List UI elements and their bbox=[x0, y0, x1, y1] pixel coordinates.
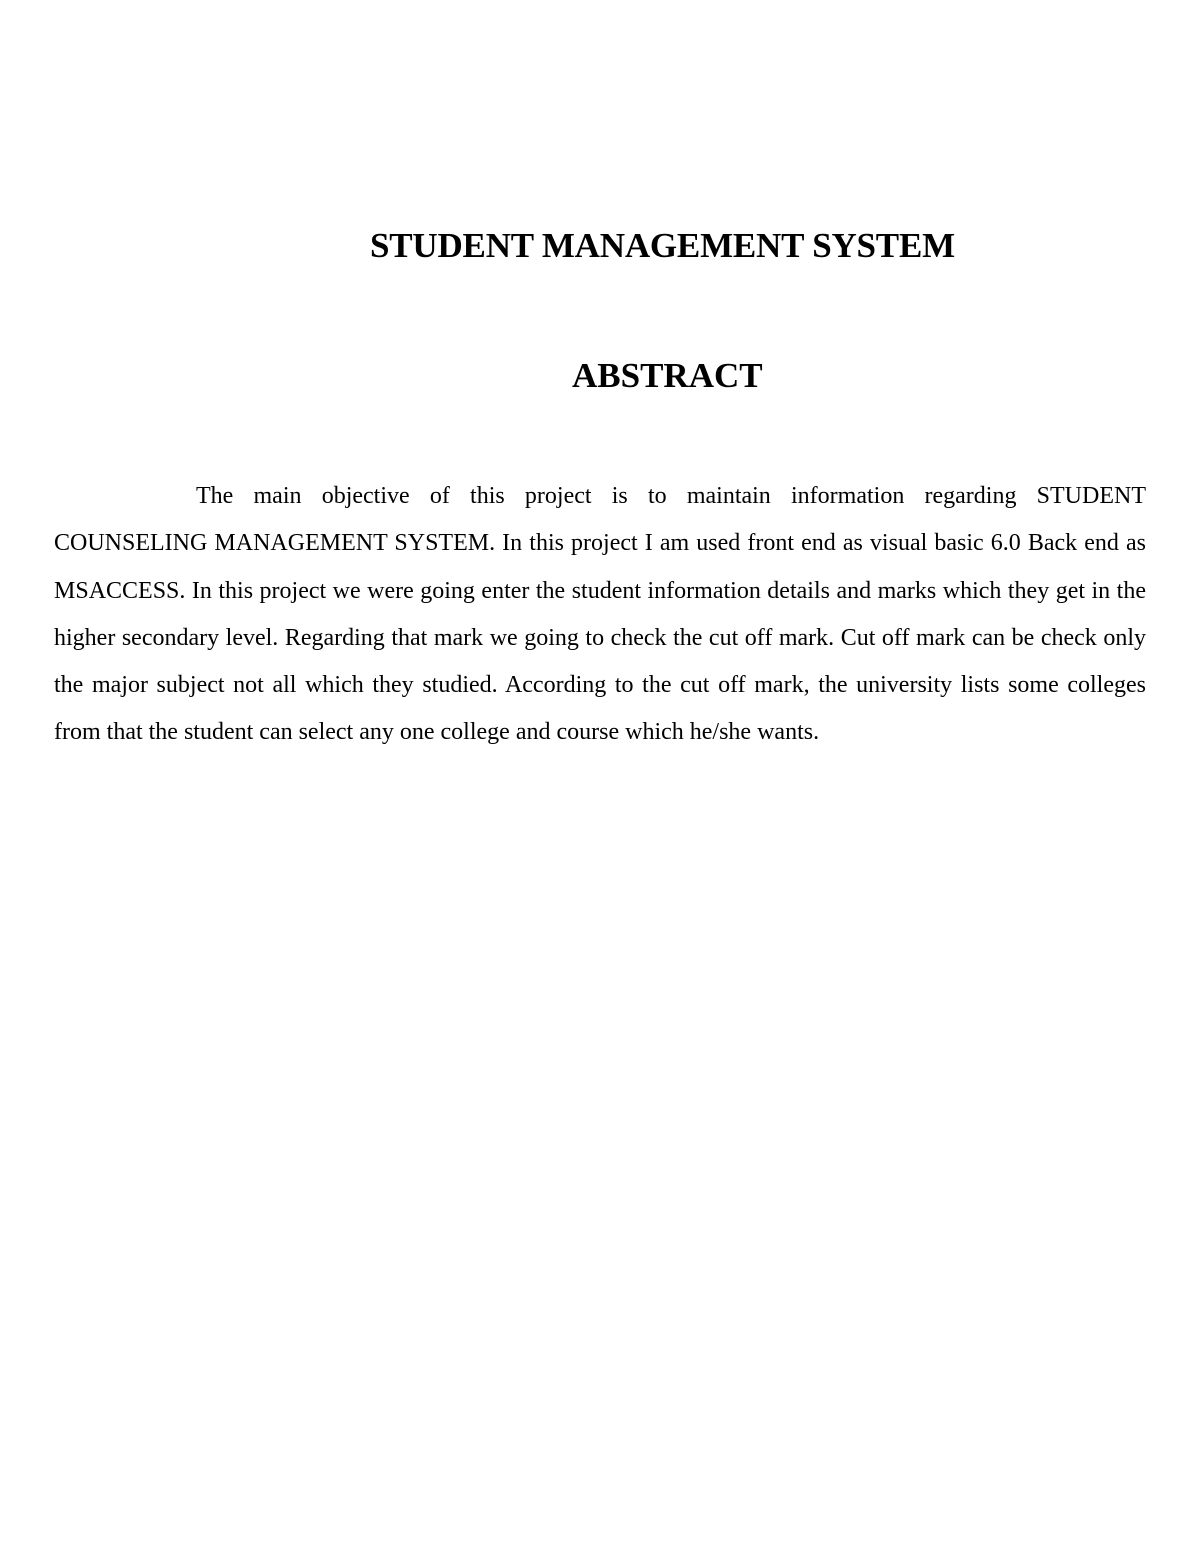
abstract-paragraph: The main objective of this project is to maintain information regarding STUDENT COUNSELING MANAGEMENT SYSTEM. In this project I am used front end as visual basic 6.0 Back end as MSACCESS. In this project we were going enter the student information details and marks which they get in the higher secondary level. Regarding that mark we going to check the cut off mark. Cut off mark can be check only the major subject not all which they studied. According to the cut off mark, the university lists some colleges from that the student can select any one college and course which he/she wants. bbox=[54, 483, 1146, 746]
abstract-heading: ABSTRACT bbox=[572, 356, 763, 395]
document-title: STUDENT MANAGEMENT SYSTEM bbox=[370, 226, 955, 265]
